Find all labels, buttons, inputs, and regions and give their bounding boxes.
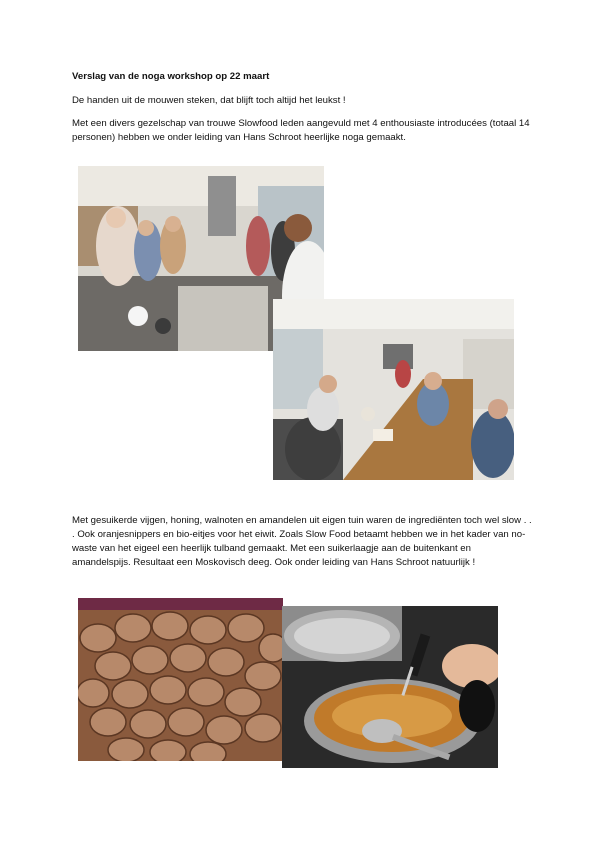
intro-text: De handen uit de mouwen steken, dat blijft toch altijd het leukst !	[72, 95, 346, 106]
paragraph-ingredients: Met gesuikerde vijgen, honing, walnoten en amandelen uit eigen tuin waren de ingrediënten toch wel slow . . . Ook oranjesnippers en bio-eitjes voor het eiwit. Zoals Slow Food betaamt hebben we in het kader van no-waste van het eigeel een heerlijk tulband gemaakt. Met een suikerlaagje aan de buitenkant en amandelspijs. Resultaat een Moskovisch deeg. Ook onder leiding van Hans Schroot natuurlijk !	[72, 515, 532, 568]
photo-table-group	[273, 299, 514, 480]
photo-walnuts	[78, 598, 283, 761]
paragraph-participants: Met een divers gezelschap van trouwe Slowfood leden aangevuld met 4 enthousiaste introducées (totaal 14 personen) hebben we onder leiding van Hans Schroot heerlijke noga gemaakt.	[72, 118, 530, 143]
report-title: Verslag van de noga workshop op 22 maart	[72, 71, 270, 82]
photo-cooking-pan	[282, 606, 498, 768]
